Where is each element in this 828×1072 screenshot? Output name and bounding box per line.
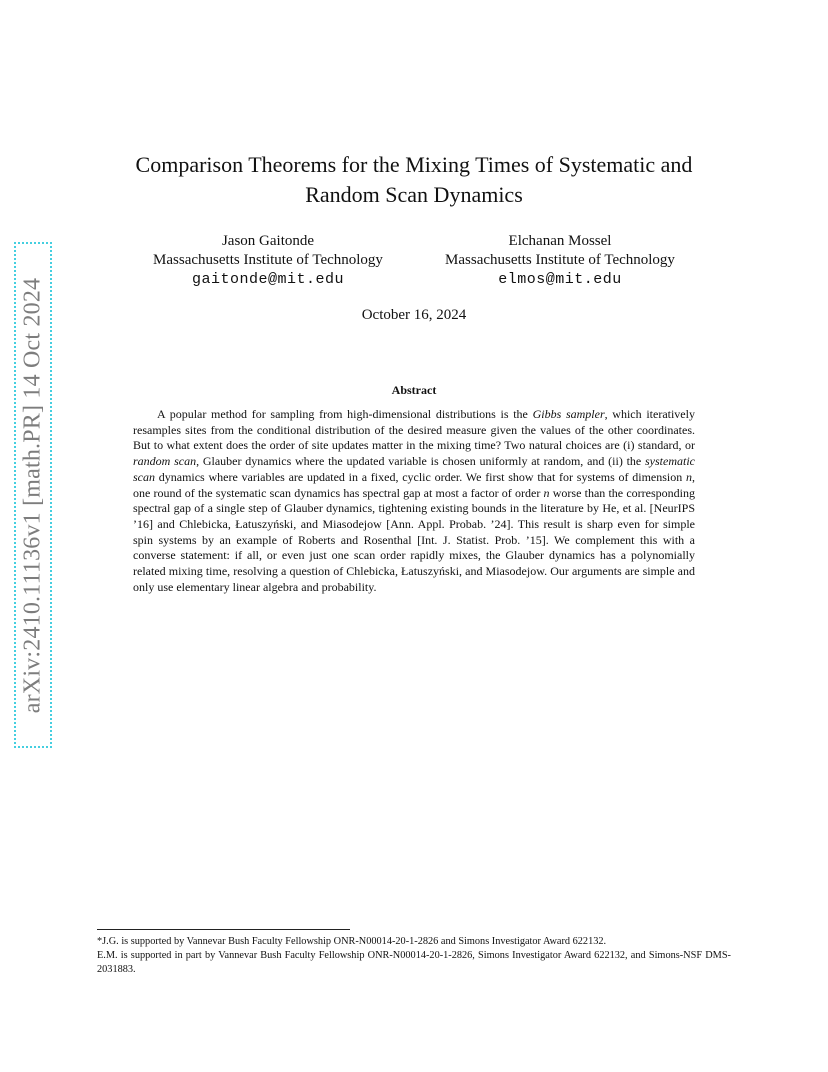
arxiv-id-label: arXiv:2410.11136v1 [math.PR] 14 Oct 2024 [19,277,46,713]
abstract-body [133,407,695,595]
abstract-text: A popular method for sampling from high-dimensional distributions is the [157,407,533,421]
footnote [97,935,731,977]
footnote-divider [97,929,350,930]
paper-title [90,150,738,210]
abstract-text: , Glauber dynamics where the updated variable is chosen uniformly at random, and (ii) the [196,454,645,469]
author-name: Elchanan Mossel [508,233,612,249]
footnote-line: E.M. is supported in part by Vannevar Bush Faculty Fellowship ONR-N00014-20-1-2826, Simons Investigator Award 622132, and Simons-NSF DMS-2031883. [97,950,731,975]
abstract-emphasis: systematic scan [133,454,695,484]
abstract-emphasis: random scan [133,454,197,469]
abstract-heading: Abstract [391,383,437,397]
footnote-line: *J.G. is supported by Vannevar Bush Faculty Fellowship ONR-N00014-20-1-2826 and Simons Investigator Award 622132. [97,936,607,947]
abstract-emphasis: Gibbs sampler [532,407,605,421]
author-email[interactable]: gaitonde@mit.edu [191,271,345,288]
math-variable: n [686,469,692,484]
abstract-text: dynamics where variables are updated in a fixed, cyclic order. We first show that for systems of dimension [155,469,686,484]
author-affiliation: Massachusetts Institute of Technology [153,252,383,268]
author-affiliation: Massachusetts Institute of Technology [445,252,675,268]
title-line-1: Comparison Theorems for the Mixing Times of Systematic and [135,152,693,177]
abstract-text: , which iteratively resamples sites from the conditional distribution of the desired measure given the values of the other coordinates. But to what extent does the order of site updates matter in the mixing time? Two natural choices are (i) standard, or [133,407,695,453]
abstract-text: , one round of the systematic scan dynamics has spectral gap at most a factor of order [133,469,695,500]
abstract-text: worse than the corresponding spectral gap of a single step of Glauber dynamics, tightening existing bounds in the literature by He, et al. [NeurIPS ’16] and Chlebicka, Łatuszyński, and Miasodejow [Ann. Appl. Probab. ’24]. This result is sharp even for simple spin systems by an example of Roberts and Rosenthal [Int. J. Statist. Prob. ’15]. We complement this with a converse statement: if all, or even just one scan order rapidly mixes, the Glauber dynamics has a polynomially related mixing time, resolving a question of Chlebicka, Łatuszyński, and Miasodejow. Our arguments are simple and only use elementary linear algebra and probability. [133,485,695,594]
author-name: Jason Gaitonde [221,233,315,249]
paper-date: October 16, 2024 [361,307,467,323]
math-variable: n [543,485,550,500]
author-block-1 [128,232,408,289]
title-line-2: Random Scan Dynamics [305,182,523,207]
author-email[interactable]: elmos@mit.edu [498,271,622,288]
author-block-2 [420,232,700,289]
